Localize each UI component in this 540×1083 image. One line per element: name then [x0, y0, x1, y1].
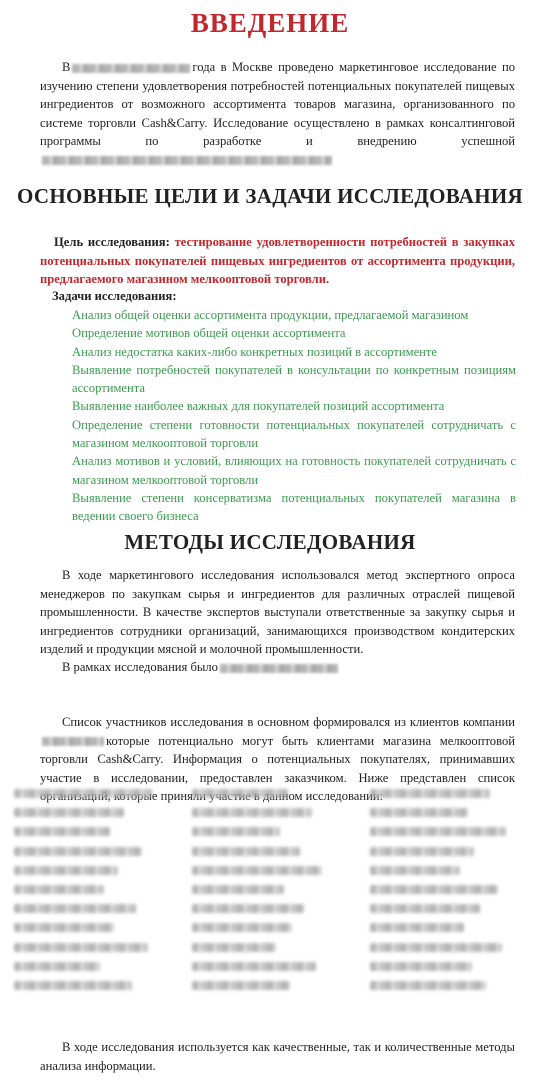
redacted-organization: [14, 904, 136, 913]
methods-heading: МЕТОДЫ ИССЛЕДОВАНИЯ: [124, 530, 416, 554]
task-item: Определение мотивов общей оценки ассортимента: [72, 326, 346, 341]
methods-paragraph-3-rest: которые потенциально могут быть клиентами магазина мелкооптовой торговли Cash&Carry. Информация о потенциальных покупателях, принимавших участие в исследовании, предоставлен заказчиком. Ниже представлен список приняли исследовании:: [40, 733, 515, 803]
participants-column-3: [370, 789, 520, 1000]
task-item: Анализ мотивов и условий, влияющих на готовность покупателей сотрудничать с магазином мелкооптовой торговли: [72, 454, 516, 487]
redacted-organization: [192, 943, 276, 952]
methods-paragraph-2-text: В рамках исследования было: [62, 660, 218, 674]
task-item: Выявление потребностей покупателей в консультации по конкретным позициям ассортимента: [72, 362, 516, 396]
goals-heading: ОСНОВНЫЕ ЦЕЛИ И ЗАДАЧИ ИССЛЕДОВАНИЯ: [17, 184, 523, 208]
redacted-count: [220, 664, 338, 673]
task-item: Анализ общей оценки ассортимента продукции, предлагаемой магазином: [72, 308, 469, 322]
redacted-organization: [14, 923, 114, 932]
redacted-organization: [370, 789, 490, 798]
goal-text: тестирование удовлетворенности потребностей в закупках потенциальных покупателей пищевых ингредиентов от ассортимента продукции, предлагаемого магазином мелкооптовой торговли.: [40, 235, 516, 286]
redacted-organization: [14, 866, 118, 875]
redacted-organization: [370, 923, 464, 932]
redacted-company-name: [42, 737, 104, 746]
participants-list-redacted: [14, 789, 526, 989]
redacted-organization: [14, 847, 142, 856]
redacted-organization: [370, 962, 472, 971]
intro-heading: ВВЕДЕНИЕ: [190, 8, 350, 38]
redacted-organization: [192, 962, 316, 971]
methods-paragraph-1: В ходе маркетингового исследования использовался метод экспертного опроса менеджеров по закупкам сырья и ингредиентов для различных отраслей пищевой промышленности. В качестве экспертов выступали ответственные за закупку сырья и ингредиентов сотрудники организаций, занимающихся производством кондитерских изделий и продукции мясной и молочной промышленности.: [40, 568, 515, 656]
task-item: Определение степени готовности потенциальных покупателей сотрудничать с магазином мелкооптовой торговли: [72, 417, 516, 451]
redacted-organization: [370, 827, 506, 836]
tasks-label: Задачи исследования:: [52, 289, 177, 303]
redacted-organization: [370, 981, 486, 990]
task-item: Выявление степени консерватизма потенциальных покупателей магазина в ведении своего бизнеса: [72, 490, 516, 524]
methods-paragraph-3-start: Список участников исследования в основном формировался из клиентов компании: [62, 715, 515, 729]
redacted-organization: [192, 808, 312, 817]
redacted-organization: [370, 904, 480, 913]
task-item: Анализ недостатка каких-либо конкретных позиций в ассортименте: [72, 344, 438, 359]
redacted-organization: [192, 904, 304, 913]
redacted-organization: [14, 962, 100, 971]
redacted-date: [72, 64, 190, 73]
redacted-organization: [370, 885, 498, 894]
redacted-organization: [370, 808, 468, 817]
redacted-organization: [370, 847, 474, 856]
redacted-organization: [192, 827, 280, 836]
redacted-organization: [14, 981, 132, 990]
goal-paragraph: [40, 233, 515, 289]
redacted-organization: [14, 943, 148, 952]
task-item: Выявление наиболее важных для покупателей позиций ассортимента: [72, 399, 445, 414]
redacted-organization: [192, 847, 300, 856]
participants-column-1: [14, 789, 162, 1000]
methods-paragraph-2: [40, 658, 515, 677]
redacted-organization: [192, 789, 288, 798]
intro-paragraph-text: года в Москве проведено маркетинговое исследование по изучению степени удовлетворения потребностей потенциальных покупателей пищевых ингредиентов от возможного ассортимента товаров магазина, организованного по системе торговли Cash&Carry. Исследование осуществлено в рамках консалтинговой программы по разработке и внедрению успешной: [40, 60, 515, 148]
methods-paragraph-4: В ходе исследования используется как качественные, так и количественные методы анализа информации.: [40, 1040, 515, 1073]
redacted-organization: [14, 808, 124, 817]
redacted-organization: [370, 866, 460, 875]
redacted-organization: [370, 943, 502, 952]
redacted-organization: [192, 923, 292, 932]
redacted-organization: [192, 885, 284, 894]
redacted-program-name: [42, 156, 332, 165]
goal-label: Цель исследования:: [54, 235, 170, 249]
intro-paragraph: [40, 58, 515, 169]
tasks-list: [72, 306, 516, 526]
participants-column-2: [192, 789, 332, 1000]
redacted-organization: [192, 981, 290, 990]
redacted-organization: [14, 789, 152, 798]
intro-paragraph-start: В: [62, 60, 71, 74]
redacted-organization: [14, 827, 110, 836]
redacted-organization: [192, 866, 322, 875]
redacted-organization: [14, 885, 104, 894]
